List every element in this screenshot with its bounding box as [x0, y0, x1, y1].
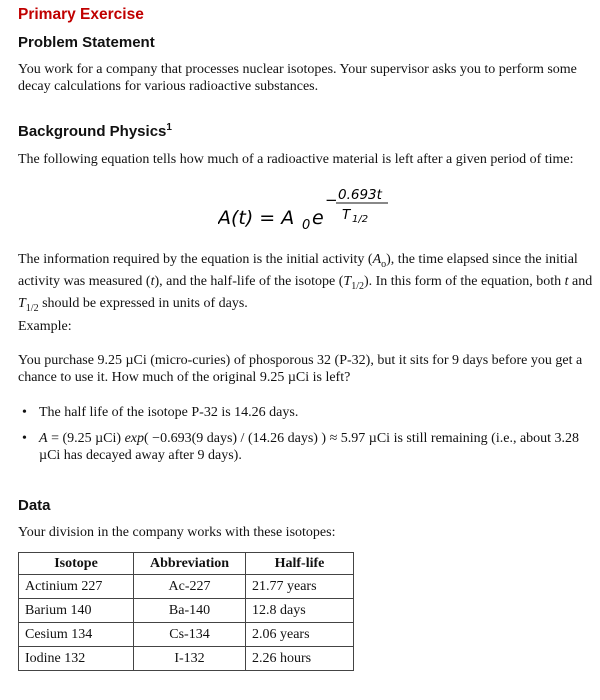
decay-equation — [218, 186, 418, 236]
column-header-half-life: Half-life — [246, 553, 354, 575]
cell-abbreviation: Ac-227 — [134, 575, 246, 599]
bullet-item — [18, 430, 593, 466]
problem-statement-text: You work for a company that processes nuclear isotopes. Your supervisor asks you to perform some decay calculations for various radioactive substances. — [18, 62, 577, 94]
example-problem-text: You purchase 9.25 µCi (micro-curies) of phosporous 32 (P-32), but it sits for 9 days before you get a chance to use it. How much of the original 9.25 µCi is left? — [18, 353, 583, 385]
example-label: Example: — [18, 319, 72, 334]
bullet-part: = (9.25 µCi) — [47, 431, 125, 446]
equation-lhs: A(t) = A — [218, 207, 295, 229]
column-header-isotope: Isotope — [19, 553, 134, 575]
cell-abbreviation: Cs-134 — [134, 623, 246, 647]
bullet-text — [39, 430, 587, 464]
equation-minus-sign: − — [325, 191, 338, 209]
equation-base-e: e — [312, 207, 324, 229]
cell-isotope: Barium 140 — [19, 599, 134, 623]
table-row — [19, 599, 354, 623]
info-var-t-half: T — [18, 295, 26, 311]
equation-denominator-subscript: 1/2 — [352, 214, 369, 225]
bullet-part: ( −0.693(9 days) / (14.26 days) ) ≈ 5.97 µCi is still remaining (i.e., about 3.28 µCi has decayed away after 9 days). — [39, 431, 580, 463]
cell-half-life: 12.8 days — [246, 599, 354, 623]
equation-denominator: T — [342, 207, 351, 223]
equation-a-subscript: 0 — [302, 218, 311, 233]
info-part: ), and the half-life of the isotope ( — [154, 273, 344, 289]
bullet-item — [18, 404, 593, 422]
info-part: and — [568, 273, 593, 289]
info-var-a: A — [372, 252, 382, 267]
info-var-t-half: T — [343, 273, 352, 289]
cell-half-life: 2.26 hours — [246, 647, 354, 671]
cell-isotope: Cesium 134 — [19, 623, 134, 647]
info-part: ). In this form of the equation, both — [363, 273, 565, 289]
cell-half-life: 2.06 years — [246, 623, 354, 647]
table-row — [19, 623, 354, 647]
table-row — [19, 647, 354, 671]
footnote-marker: 1 — [166, 122, 172, 133]
table-row — [19, 575, 354, 599]
bullet-exp: exp — [124, 431, 145, 446]
cell-abbreviation: Ba-140 — [134, 599, 246, 623]
cell-abbreviation: I-132 — [134, 647, 246, 671]
data-intro-text: Your division in the company works with these isotopes: — [18, 525, 336, 540]
bullet-text: The half life of the isotope P-32 is 14.26 days. — [39, 405, 299, 420]
page-title: Primary Exercise — [18, 6, 144, 23]
cell-isotope: Actinium 227 — [19, 575, 134, 599]
info-var-t-half-sub: 1/2 — [351, 280, 364, 292]
problem-statement-heading: Problem Statement — [18, 34, 155, 51]
equation-variables-text — [18, 251, 593, 316]
bullet-dot: • — [22, 405, 27, 420]
background-physics-heading — [18, 123, 172, 140]
data-heading: Data — [18, 497, 51, 514]
column-header-abbreviation: Abbreviation — [134, 553, 246, 575]
info-part: The information required by the equation is the initial activity ( — [18, 252, 373, 267]
info-var-t: t — [150, 273, 155, 289]
bullet-dot: • — [22, 431, 27, 446]
equation-numerator: 0.693t — [338, 187, 382, 203]
info-part: ), the time elapsed since the initial activity was measured ( — [18, 252, 578, 289]
isotope-table — [18, 552, 354, 671]
info-var-t: t — [564, 273, 569, 289]
info-var-t-half-sub: 1/2 — [25, 302, 39, 314]
bullet-var-a: A — [39, 431, 48, 446]
cell-half-life: 21.77 years — [246, 575, 354, 599]
table-header-row — [19, 553, 354, 575]
equation-intro-text: The following equation tells how much of a radioactive material is left after a given period of time: — [18, 152, 574, 167]
background-heading-text: Background Physics — [18, 123, 167, 140]
info-var-a-sub: o — [381, 258, 387, 270]
cell-isotope: Iodine 132 — [19, 647, 134, 671]
info-part: should be expressed in units of days. — [38, 295, 248, 311]
